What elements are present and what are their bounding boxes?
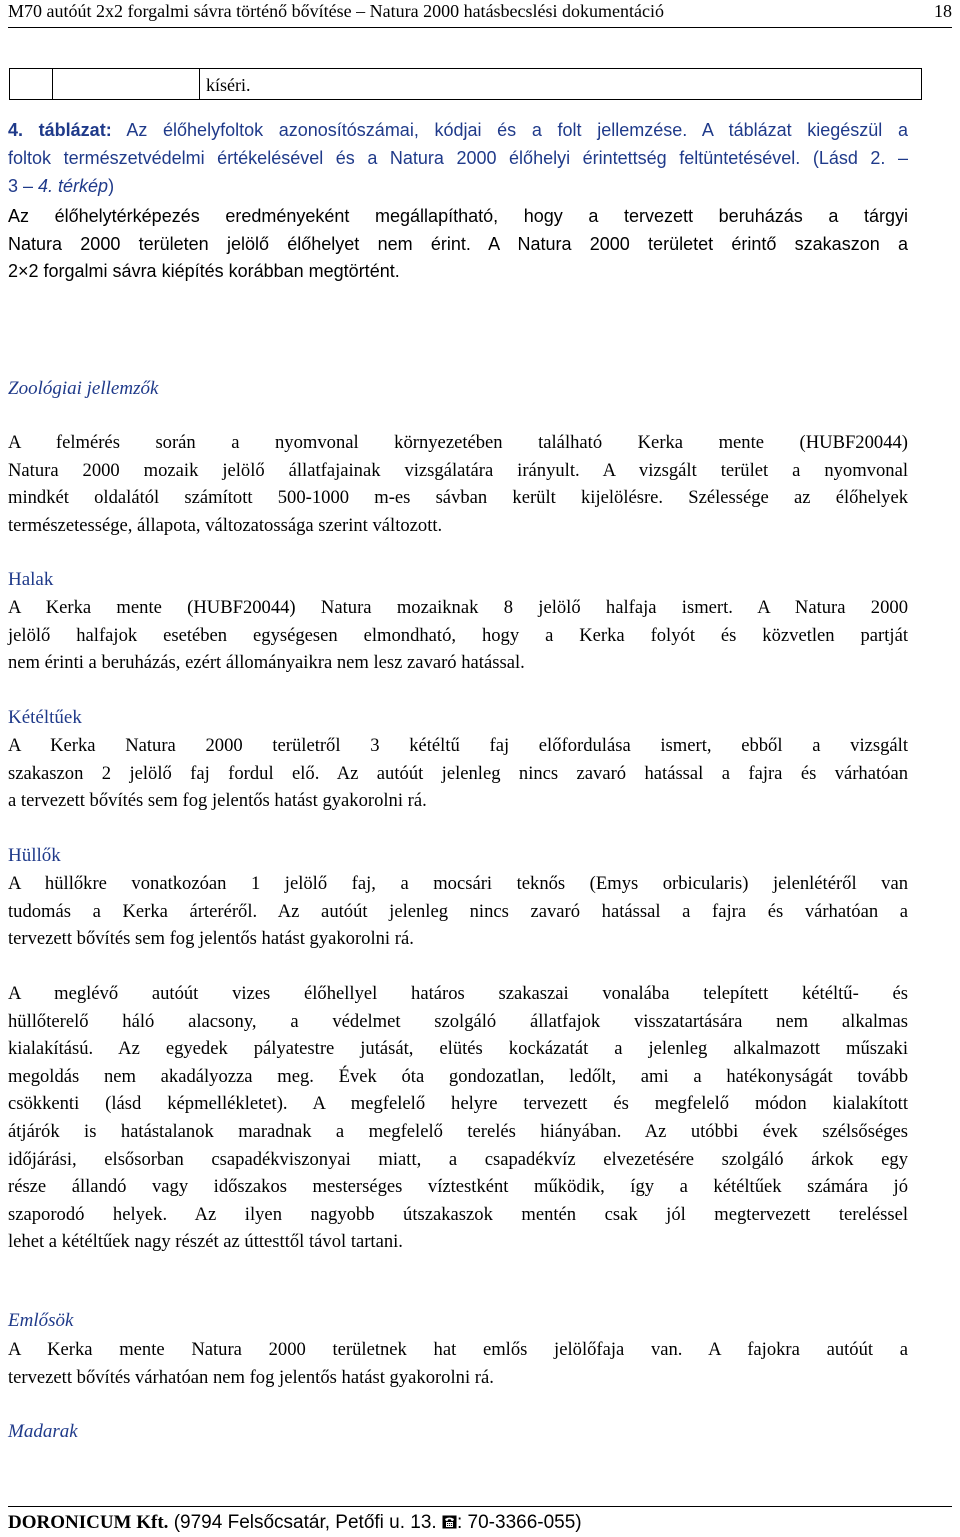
- table-caption: [8, 116, 908, 200]
- table-fragment: [9, 68, 922, 100]
- reptiles-paragraph: [8, 870, 908, 953]
- paragraph-line: A Kerka Natura 2000 területről 3 kétéltű faj előfordulása ismert, ebből a vizsgált: [8, 735, 908, 756]
- paragraph-line: 2×2 forgalmi sávra kiépítés korábban megtörtént.: [8, 261, 400, 281]
- paragraph-line: megoldás nem akadályozza meg. Évek óta gondozatlan, ledőlt, ami a hatékonyságát tovább: [8, 1065, 908, 1087]
- paragraph-line: időjárási, elsősorban csapadékviszonyai miatt, a csapadékvíz elvezetésére szolgáló árkok egy: [8, 1148, 908, 1170]
- section-heading-amphibians: Kétéltűek: [8, 707, 82, 728]
- footer-rule: [8, 1506, 952, 1507]
- footer-company: DORONICUM Kft.: [8, 1512, 169, 1533]
- fish-paragraph: [8, 594, 908, 677]
- paragraph-line: A meglévő autóút vizes élőhellyel határos szakaszai vonalába telepített kétéltű- és: [8, 983, 908, 1004]
- caption-text: Az élőhelyfoltok azonosítószámai, kódjai és a folt jellemzése. A táblázat kiegészül a: [126, 120, 908, 140]
- caption-label: 4. táblázat:: [8, 120, 112, 140]
- paragraph-line: A felmérés során a nyomvonal környezetében található Kerka mente (HUBF20044): [8, 432, 908, 453]
- table-cell-empty: [53, 69, 200, 100]
- paragraph-line: lehet a kétéltűek nagy részét az úttesttől távol tartani.: [8, 1231, 403, 1253]
- intro-paragraph: [8, 203, 908, 286]
- paragraph-line: átjárók is hatástalanok maradnak a megfelelő terelés hiányában. Az utóbbi évek szélsőséges: [8, 1120, 908, 1142]
- header-rule: [8, 27, 952, 28]
- paragraph-line: tervezett bővítés várhatóan nem fog jelentős hatást gyakorolni rá.: [8, 1366, 494, 1388]
- paragraph-line: a tervezett bővítés sem fog jelentős hatást gyakorolni rá.: [8, 790, 427, 812]
- paragraph-line: csökkenti (lásd képmellékletet). A megfelelő helyre tervezett és megfelelő módon kialakított: [8, 1093, 908, 1115]
- section-heading-zoology: Zoológiai jellemzők: [8, 378, 159, 399]
- paragraph-line: természetessége, állapota, változatossága szerint változott.: [8, 514, 443, 536]
- paragraph-line: nem érinti a beruházás, ezért állományaikra nem lesz zavaró hatással.: [8, 652, 525, 674]
- caption-line: [8, 116, 908, 144]
- caption-map-ref: 4. térkép: [38, 176, 109, 196]
- section-heading-birds: Madarak: [8, 1421, 78, 1442]
- section-heading-fish: Halak: [8, 569, 54, 590]
- fence-paragraph: [8, 980, 908, 1256]
- paragraph-line: A Kerka mente (HUBF20044) Natura mozaiknak 8 jelölő halfaja ismert. A Natura 2000: [8, 597, 908, 618]
- footer-address: (9794 Felsőcsatár, Petőfi u. 13.: [168, 1512, 442, 1533]
- page-number: 18: [934, 1, 952, 21]
- zoology-paragraph: [8, 429, 908, 539]
- phone-icon: [442, 1511, 457, 1525]
- paragraph-line: szakaszon 2 jelölő faj fordul elő. Az autóút jelenleg nincs zavaró hatással a fajra és várhatóan: [8, 762, 908, 784]
- paragraph-line: A Kerka mente Natura 2000 területnek hat emlős jelölőfaja van. A fajokra autóút a: [8, 1339, 908, 1360]
- paragraph-line: A hüllőkre vonatkozóan 1 jelölő faj, a mocsári teknős (Emys orbicularis) jelenlétéről van: [8, 873, 908, 894]
- paragraph-line: Natura 2000 mozaik jelölő állatfajainak vizsgálatára irányult. A vizsgált terület a nyomvonal: [8, 459, 908, 481]
- paragraph-line: tudomás a Kerka árteréről. Az autóút jelenleg nincs zavaró hatással a fajra és várhatóan a: [8, 900, 908, 922]
- document-title: M70 autóút 2x2 forgalmi sávra történő bővítése – Natura 2000 hatásbecslési dokumentáció: [8, 1, 665, 21]
- section-heading-mammals: Emlősök: [8, 1310, 74, 1331]
- paragraph-line: jelölő halfajok esetében egységesen elmondható, hogy a Kerka folyót és közvetlen partját: [8, 624, 908, 646]
- amphibians-paragraph: [8, 732, 908, 815]
- caption-line: foltok természetvédelmi értékelésével és a Natura 2000 élőhelyi érintettség feltüntetésével. (Lásd 2. –: [8, 148, 908, 168]
- caption-line: 3 – 4. térkép): [8, 176, 115, 196]
- paragraph-line: kialakítású. Az egyedek pályatestre jutását, elütés kockázatát a jelenleg alkalmazott műszaki: [8, 1038, 908, 1060]
- page-header: [8, 0, 952, 26]
- table-cell-empty: [10, 69, 53, 100]
- table-cell-text: kíséri.: [206, 74, 251, 95]
- paragraph-line: mindkét oldalától számított 500-1000 m-es sávban került kijelölésre. Szélessége az élőhelyek: [8, 487, 908, 509]
- table-cell-note: [200, 69, 922, 100]
- paragraph-line: tervezett bővítés sem fog jelentős hatást gyakorolni rá.: [8, 928, 414, 950]
- paragraph-line: szaporodó helyek. Az ilyen nagyobb útszakaszok mentén csak jól megtervezett tereléssel: [8, 1203, 908, 1225]
- page-footer: [8, 1510, 582, 1536]
- paragraph-line: hüllőterelő háló alacsony, a védelmet szolgáló állatfajok visszatartására nem alkalmas: [8, 1010, 908, 1032]
- paragraph-line: Az élőhelytérképezés eredményeként megállapítható, hogy a tervezett beruházás a tárgyi: [8, 206, 908, 226]
- paragraph-line: Natura 2000 területen jelölő élőhelyet nem érint. A Natura 2000 területet érintő szakaszon a: [8, 233, 908, 254]
- section-heading-reptiles: Hüllők: [8, 845, 61, 866]
- paragraph-line: része állandó vagy időszakos mesterséges víztestként működik, így a kétéltűek számára jó: [8, 1176, 908, 1198]
- mammals-paragraph: [8, 1336, 908, 1391]
- footer-phone: : 70-3366-055): [456, 1512, 582, 1533]
